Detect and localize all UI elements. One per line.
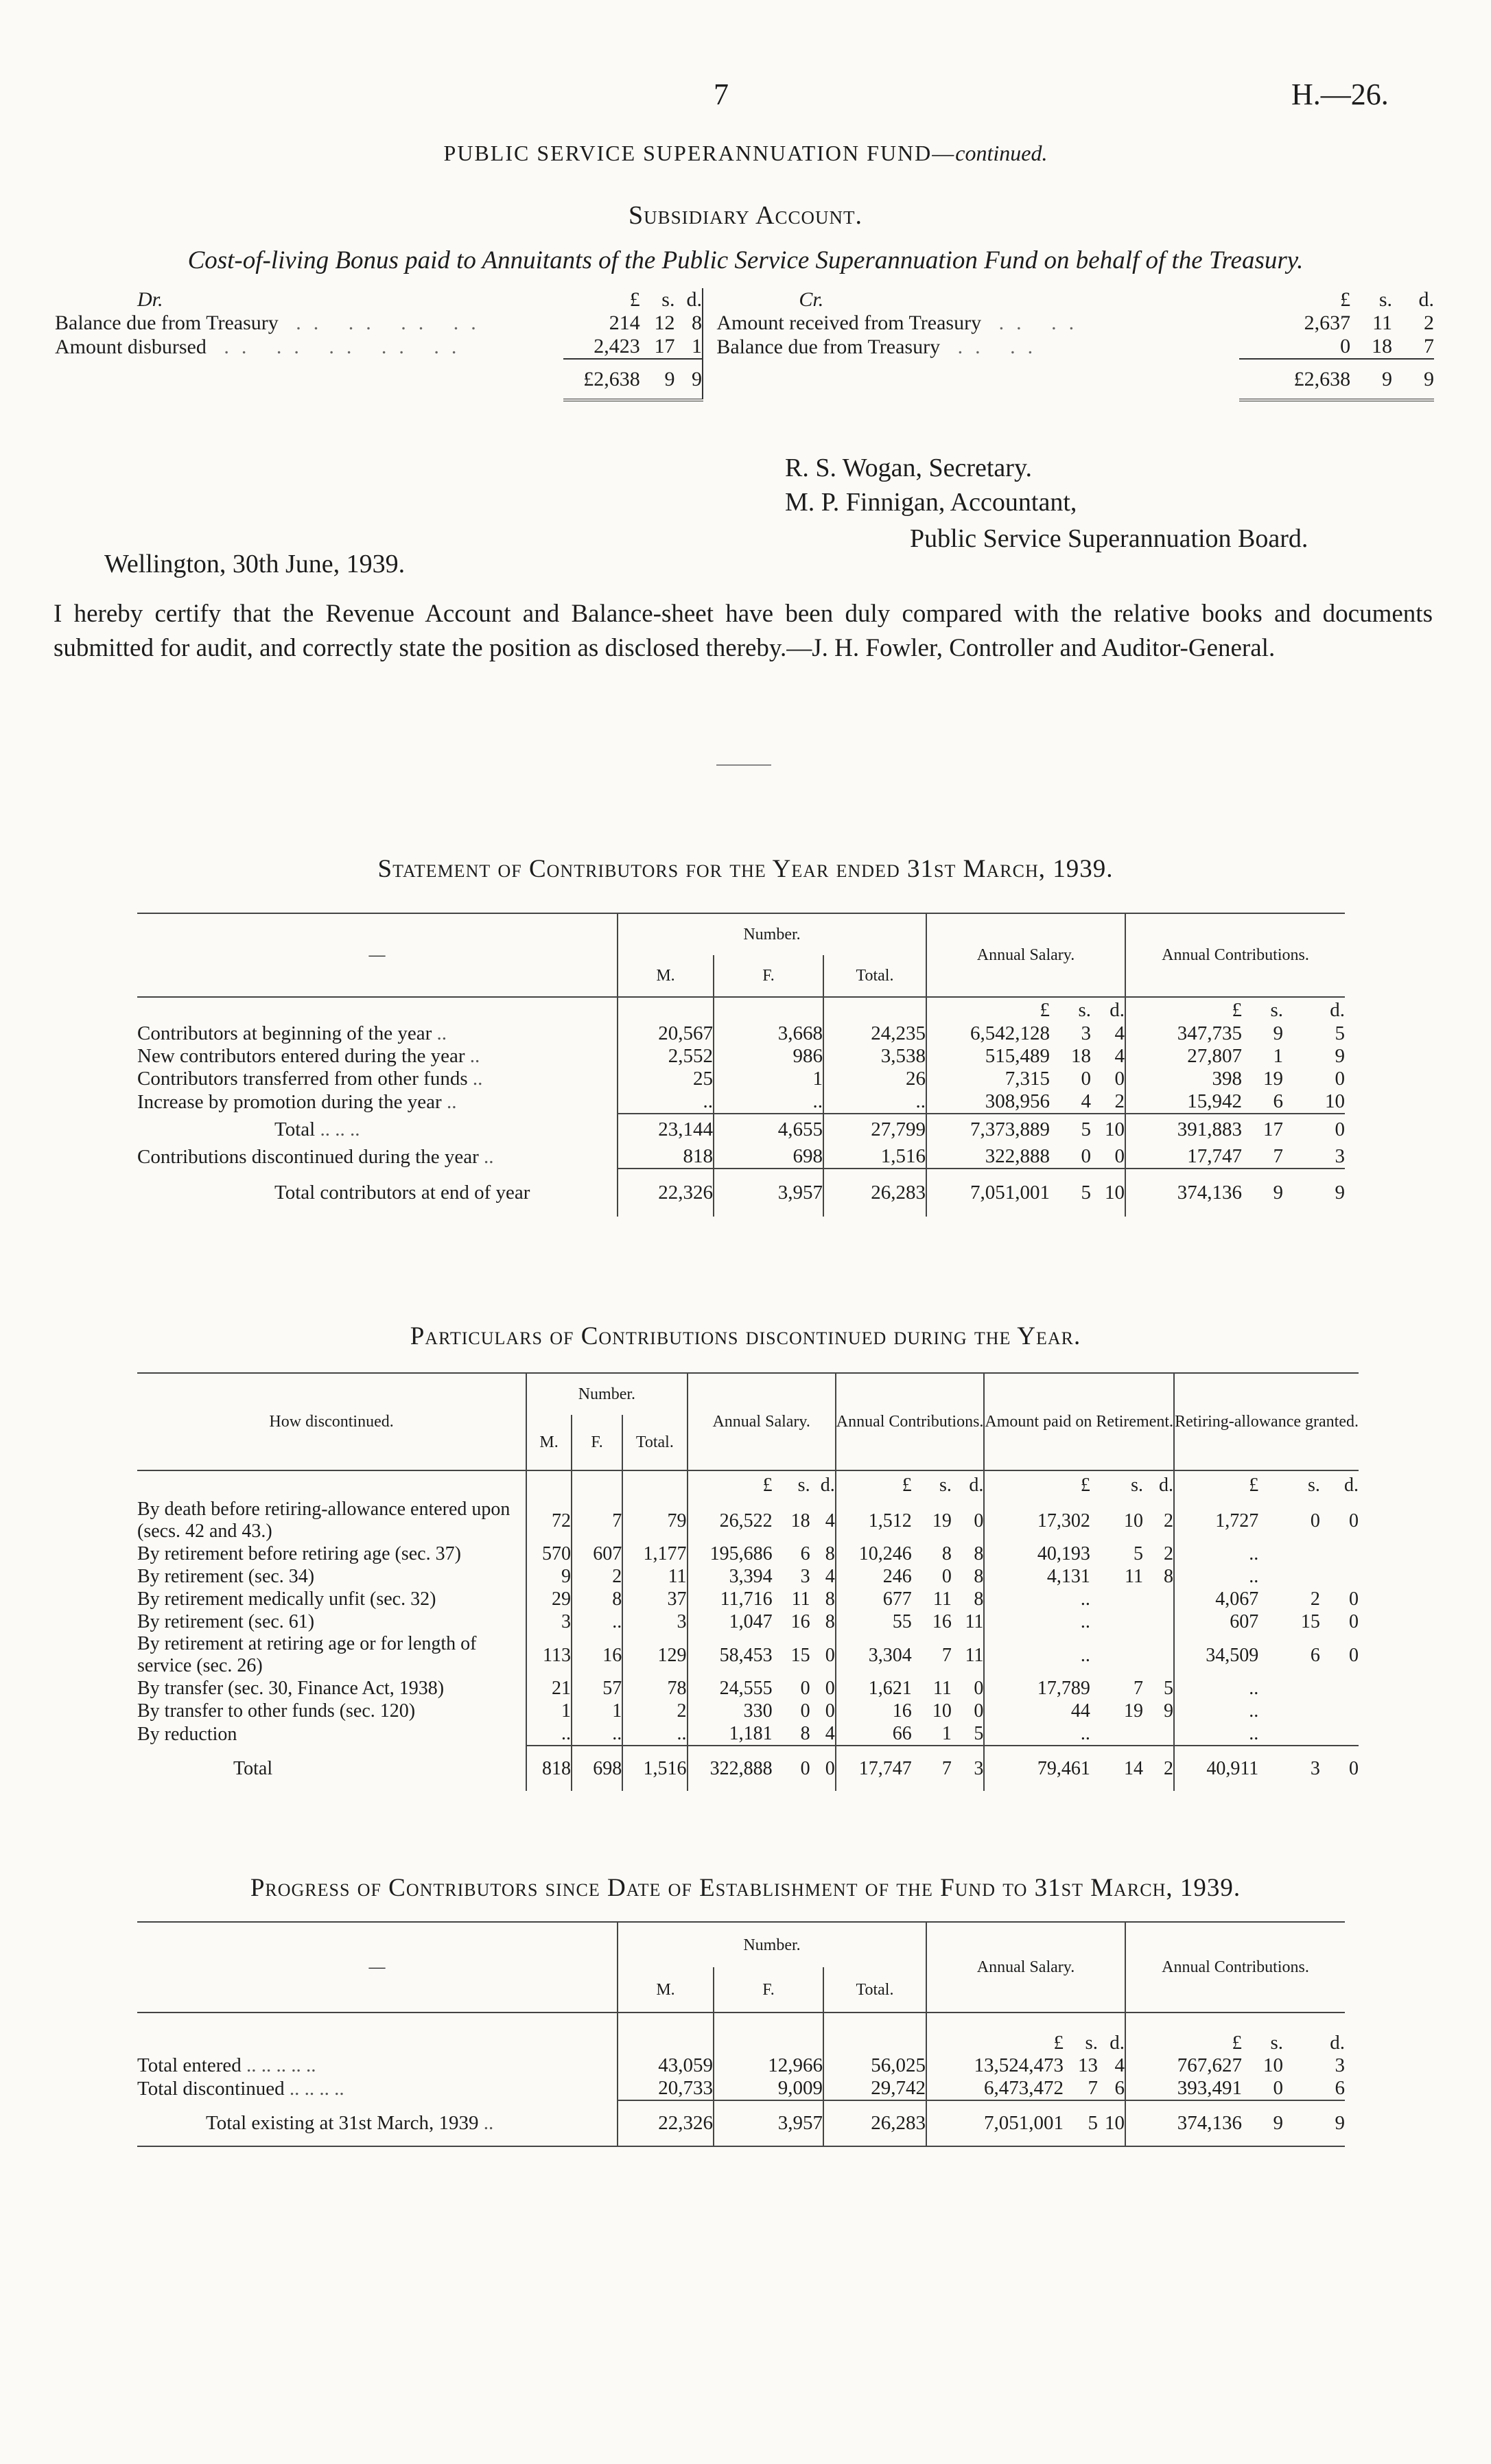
particulars-table: How discontinued. Number. Annual Salary. Annual Contributions. Amount paid on Retirement. Retiring-allowance granted. M. F. Total. £ s. d. £ s. d. £ s. d. £ s. d. By death before retiring-allowance entered upon (secs. 42 and 43.) 72 7 79 26,522 18 4 1,512 19 0 17,302 10 2 1,727 0 0 By retirement before retiring age (sec. 37) 570 607 1,177 195,686 6 8 10,246 8 8 40,193 5 2 .. By retirement (sec. 34) 9 2 11 3,394 3 4 246 0 8 4,131 11 8 .. By retirement medically unfit (sec. 32) 29 8 37 11,716 11 8 677 11 8 .. 4,067 2 0 By retirement (sec. 61) 3 .. 3 1,047 16 8 55 16 11 .. 607 15 0 By retirement at retiring age or for length of service (sec. 26) 113 16 129 58,453 15 0 3,304 7 11 .. 34,509 6 0 By transfer (sec. 30, Finance Act, 1938) 21 57 78 24,555 0 0 1,621 11 0 17,789 7 5 .. By transfer to other funds (sec. 120) 1 1 2 330 0 0 16 10 0 44 19 9 .. By reduction .. .. .. 1,181 8 4 66 1 5 .. .. Total 818 698 1,516 322,888 0 0 17,747 7 3 79,461 14 2 40,911 3 0 <box>137 1372 1359 1791</box>
total-row: Total .. .. .. 23,144 4,655 27,799 7,373,889 5 10 391,883 17 0 <box>137 1114 1345 1145</box>
col-how: How discontinued. <box>269 1413 394 1431</box>
table-row: By death before retiring-allowance entered upon (secs. 42 and 43.) 72 7 79 26,522 18 4 1,512 19 0 17,302 10 2 1,727 0 0 <box>137 1499 1359 1542</box>
place-date: Wellington, 30th June, 1939. <box>104 550 406 578</box>
total-row: Total contributors at end of year 22,326 3,957 26,283 7,051,001 5 10 374,136 9 9 <box>137 1169 1345 1217</box>
table-row: Total entered .. .. .. .. .. 43,059 12,966 56,025 13,524,473 13 4 767,627 10 3 <box>137 2054 1345 2076</box>
total-row: Total existing at 31st March, 1939 .. 22,326 3,957 26,283 7,051,001 5 10 374,136 9 9 <box>137 2100 1345 2146</box>
subsidiary-account-table: Dr. £ s. d. Cr. £ s. d. Balance due from Treasury .. .. .. .. 214 12 8 Amount received from Treasury .. .. 2,637 11 2 Amount disbursed .. .. .. .. .. 2,423 17 1 Balance due from Treasury .. .. 0 18 7 £2,638 9 9 £2,638 9 9 <box>55 288 1434 401</box>
dr-label: Dr. <box>137 288 163 311</box>
particulars-title: Particulars of Contributions discontinued during the Year. <box>410 1322 1081 1350</box>
col-number: Number. <box>618 913 926 955</box>
table-row: By retirement (sec. 61) 3 .. 3 1,047 16 8 55 16 11 .. 607 15 0 <box>137 1611 1359 1632</box>
progress-table: — Number. Annual Salary. Annual Contributions. M. F. Total. £ s. d. £ s. d. Total entered .. .. .. .. .. 43,059 12,966 56,025 13,524,473 13 4 767,627 10 3 Total discontinued .. .. .. .. 20,733 9,009 29,742 6,473,472 7 6 393,491 0 6 Total existing at 31st March, 1939 .. 22,326 3,957 26,283 7,051,001 5 10 374,136 9 9 <box>137 1921 1345 2147</box>
divider <box>716 764 771 766</box>
account-total-row: £2,638 9 9 £2,638 9 9 <box>55 359 1434 400</box>
subsidiary-title: Subsidiary Account. <box>628 201 862 230</box>
col-contributions: Annual Contributions. <box>1125 913 1345 997</box>
account-row: Balance due from Treasury .. .. .. .. 214 12 8 Amount received from Treasury .. .. 2,637 11 2 <box>55 312 1434 334</box>
total-row: Total 818 698 1,516 322,888 0 0 17,747 7 3 79,461 14 2 40,911 3 0 <box>137 1746 1359 1791</box>
statement-title: Statement of Contributors for the Year ended 31st March, 1939. <box>377 855 1114 883</box>
document-code: H.—26. <box>1291 78 1389 111</box>
table-row: By retirement medically unfit (sec. 32) 29 8 37 11,716 11 8 677 11 8 .. 4,067 2 0 <box>137 1588 1359 1610</box>
table-row: By retirement at retiring age or for length of service (sec. 26) 113 16 129 58,453 15 0 3,304 7 11 .. 34,509 6 0 <box>137 1633 1359 1676</box>
signature-accountant: M. P. Finnigan, Accountant, <box>785 488 1077 517</box>
statement-table: — Number. Annual Salary. Annual Contributions. M. F. Total. £ s. d. £ s. d. Contributors at beginning of the year .. 20,567 3,668 24,235 6,542,128 3 4 347,735 9 5 New contributors entered during the year .. 2,552 986 3,538 515,489 18 4 27,807 1 9 Contributors transferred from other funds .. 25 1 26 7,315 0 0 398 19 0 Increase by promotion during the year .. .. .. .. 308,956 4 2 15,942 6 10 Total .. .. .. 23,144 4,655 27,799 7,373,889 5 10 391,883 17 0 Contributions discontinued during the year .. 818 698 1,516 322,888 0 0 17,747 7 3 Total contributors at end of year 22,326 3,957 26,283 7,051,001 5 10 374,136 9 9 <box>137 913 1345 1217</box>
table-row: By retirement before retiring age (sec. 37) 570 607 1,177 195,686 6 8 10,246 8 8 40,193 5 2 .. <box>137 1542 1259 1564</box>
account-row: Amount disbursed .. .. .. .. .. 2,423 17 1 Balance due from Treasury .. .. 0 18 7 <box>55 335 1434 358</box>
signature-board: Public Service Superannuation Board. <box>910 524 1308 553</box>
table-row: Total discontinued .. .. .. .. 20,733 9,009 29,742 6,473,472 7 6 393,491 0 6 <box>137 2077 1345 2100</box>
table-row: By transfer (sec. 30, Finance Act, 1938) 21 57 78 24,555 0 0 1,621 11 0 17,789 7 5 .. <box>137 1678 1259 1699</box>
table-row: Contributors transferred from other funds .. 25 1 26 7,315 0 0 398 19 0 <box>137 1068 1345 1090</box>
progress-title: Progress of Contributors since Date of Establishment of the Fund to 31st March, 1939. <box>250 1874 1241 1902</box>
running-title: PUBLIC SERVICE SUPERANNUATION FUND—continued. <box>443 141 1048 165</box>
col-salary: Annual Salary. <box>926 913 1125 997</box>
table-row: New contributors entered during the year .. 2,552 986 3,538 515,489 18 4 27,807 1 9 <box>137 1045 1345 1067</box>
signature-secretary: R. S. Wogan, Secretary. <box>785 454 1032 482</box>
auditor-certificate: I hereby certify that the Revenue Account and Balance-sheet have been duly compared with the relative books and documents submitted for audit, and correctly state the position as disclosed thereby.—J. H. Fowler, Controller and Auditor-General. <box>54 600 1433 662</box>
cr-label: Cr. <box>799 288 824 311</box>
cost-of-living-title: Cost-of-living Bonus paid to Annuitants of the Public Service Superannuation Fund on behalf of the Treasury. <box>187 246 1304 274</box>
table-row: Contributors at beginning of the year .. 20,567 3,668 24,235 6,542,128 3 4 347,735 9 5 <box>137 1022 1345 1044</box>
table-row: By retirement (sec. 34) 9 2 11 3,394 3 4 246 0 8 4,131 11 8 .. <box>137 1566 1259 1587</box>
page-number: 7 <box>714 78 729 111</box>
table-row: Increase by promotion during the year .. .. .. .. 308,956 4 2 15,942 6 10 <box>137 1090 1345 1113</box>
table-row: By transfer to other funds (sec. 120) 1 1 2 330 0 0 16 10 0 44 19 9 .. <box>137 1700 1259 1722</box>
table-row: Contributions discontinued during the year .. 818 698 1,516 322,888 0 0 17,747 7 3 <box>137 1145 1345 1168</box>
table-row: By reduction .. .. .. 1,181 8 4 66 1 5 .. .. <box>137 1723 1259 1745</box>
